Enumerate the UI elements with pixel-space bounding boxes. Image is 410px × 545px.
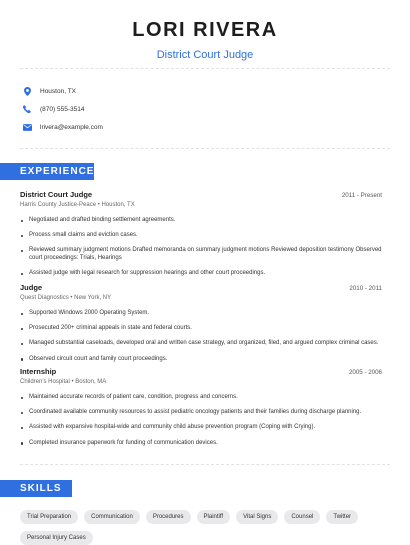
position-dates: 2010 - 2011 (349, 285, 382, 292)
mail-icon (22, 122, 32, 132)
responsibility-item: Process small claims and eviction cases. (20, 232, 382, 240)
skill-chip: Counsel (284, 510, 320, 524)
experience-item (20, 190, 382, 285)
employer-location: Children's Hospital • Boston, MA (20, 379, 107, 385)
skill-chip: Twitter (326, 510, 358, 524)
skills-section-heading: SKILLS (0, 480, 72, 497)
responsibility-item: Assisted judge with legal research for suppression hearings and other court proceedings. (20, 270, 382, 278)
position-title: Internship (20, 367, 57, 376)
email-text: lrivera@example.com (40, 123, 103, 131)
phone-icon (22, 104, 32, 114)
responsibility-item: Supported Windows 2000 Operating System. (20, 310, 382, 318)
responsibility-list (20, 217, 382, 278)
experience-item (20, 283, 382, 371)
skill-chip: Procedures (146, 510, 191, 524)
skill-chip: Plaintiff (197, 510, 231, 524)
position-dates: 2005 - 2006 (348, 369, 382, 376)
responsibility-item: Maintained accurate records of patient care, condition, progress and concerns. (20, 394, 382, 402)
employer-location: Harris County Justice-Peace • Houston, TX (20, 202, 135, 208)
divider (20, 68, 390, 69)
responsibility-item: Observed circuit court and family court proceedings. (20, 356, 382, 364)
experience-item (20, 367, 382, 455)
responsibility-list (20, 394, 382, 447)
skill-chip: Trial Preparation (20, 510, 78, 524)
responsibility-item: Managed substantial caseloads, developed oral and written case strategy, and organized, filed, and argued complex criminal cases. (20, 340, 382, 348)
responsibility-item: Reviewed summary judgment motions Drafted memoranda on summary judgment motions Reviewed deposition testimony Observed court proceedings: Trials, Hearings (20, 247, 382, 262)
skill-chip: Personal Injury Cases (20, 531, 93, 545)
resume-header (0, 0, 410, 61)
responsibility-list (20, 310, 382, 363)
divider (20, 148, 390, 149)
position-dates: 2011 - Present (341, 192, 382, 199)
contact-info (22, 82, 103, 136)
contact-location (22, 82, 103, 100)
divider (20, 464, 390, 465)
position-title: District Court Judge (20, 190, 93, 199)
contact-email (22, 118, 103, 136)
responsibility-item: Completed insurance paperwork for funding of communication devices. (20, 440, 382, 448)
responsibility-item: Prosecuted 200+ criminal appeals in state and federal courts. (20, 325, 382, 333)
candidate-name: LORI RIVERA (132, 19, 278, 41)
skills-list (20, 510, 395, 545)
responsibility-item: Negotiated and drafted binding settlement agreements. (20, 217, 382, 225)
responsibility-item: Coordinated available community resources to assist pediatric oncology patients and their families during discharge planning. (20, 409, 382, 417)
employer-location: Quest Diagnostics • New York, NY (20, 295, 112, 301)
phone-text: (870) 555-3514 (40, 105, 85, 113)
experience-section-heading: EXPERIENCE (0, 163, 94, 180)
location-text: Houston, TX (40, 87, 77, 95)
position-title: Judge (20, 283, 43, 292)
map-pin-icon (22, 86, 32, 96)
skill-chip: Communication (84, 510, 140, 524)
skill-chip: Vital Signs (236, 510, 278, 524)
contact-phone (22, 100, 103, 118)
responsibility-item: Assisted with expansive hospital-wide and community child abuse prevention program (Coping with Crying). (20, 424, 382, 432)
job-title-headline: District Court Judge (156, 49, 254, 61)
